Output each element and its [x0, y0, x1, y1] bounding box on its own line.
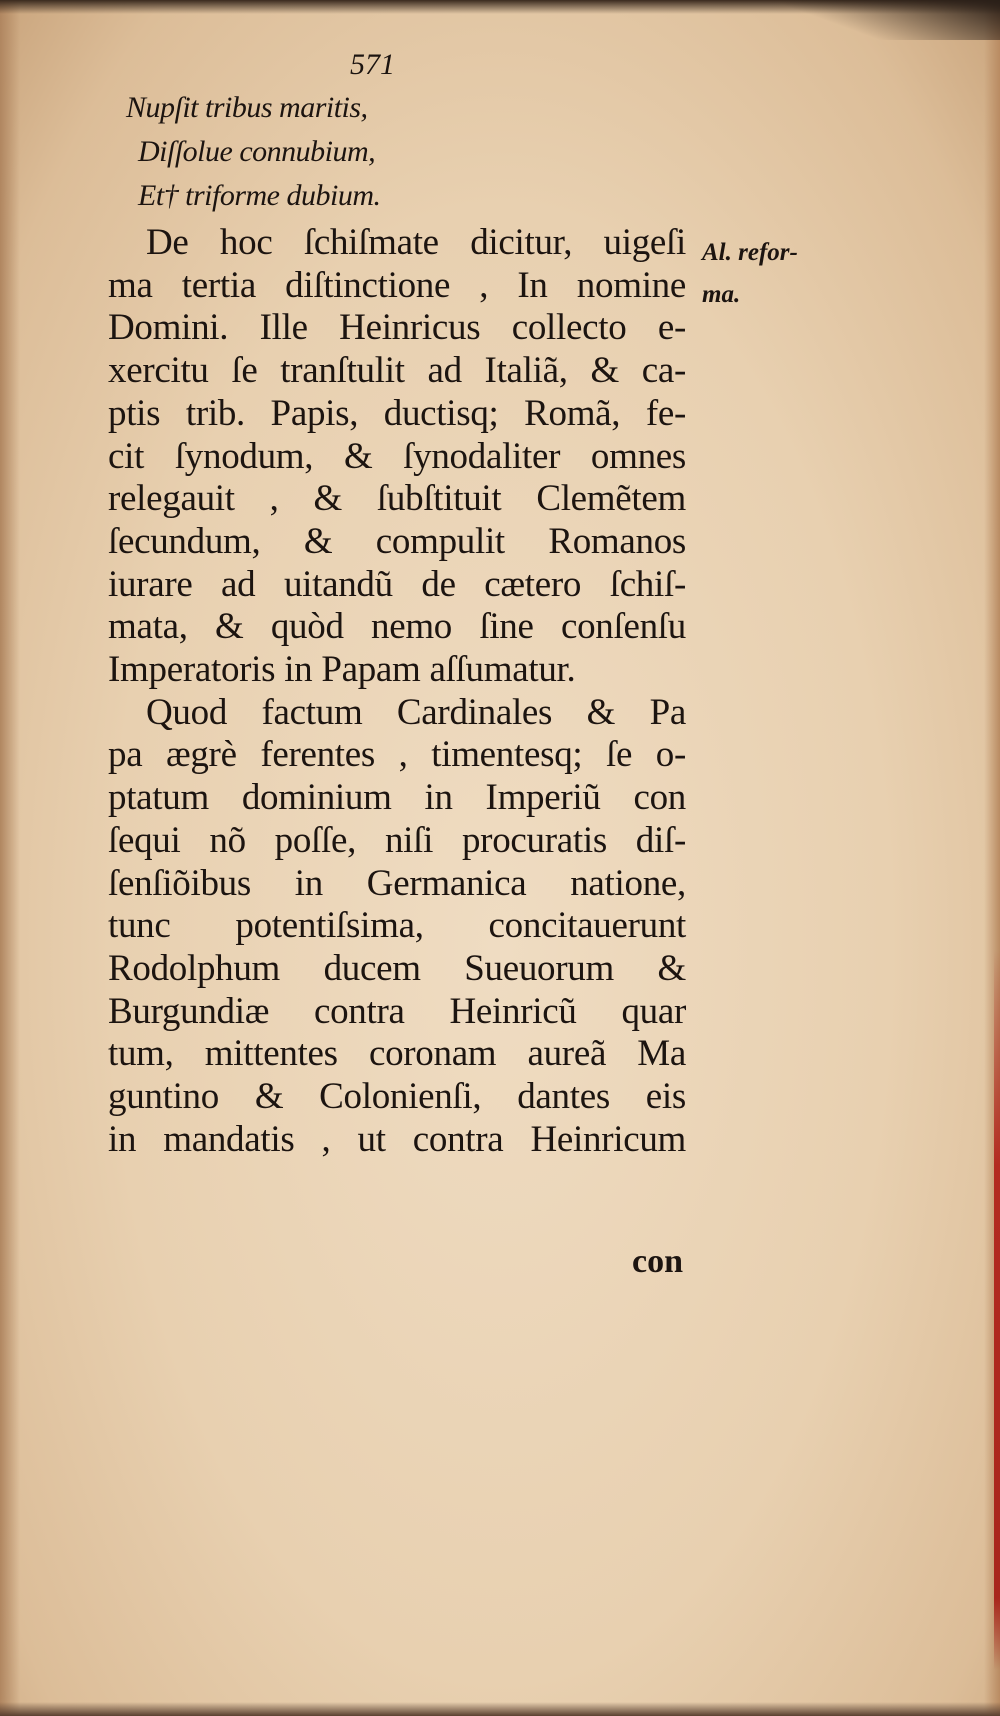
text-line: Burgundiæ contra Heinricũ quar	[108, 990, 686, 1032]
text-line: tunc potentiſsima, concitauerunt	[108, 905, 686, 947]
text-line: ma tertia diſtinctione , In nomine	[108, 264, 686, 306]
text-line: relegauit , & ſubſtituit Clemẽtem	[108, 478, 686, 520]
margin-note-line: ma.	[702, 281, 741, 308]
text-line: tum, mittentes coronam aureã Ma	[108, 1033, 686, 1075]
margin-note	[702, 232, 798, 316]
text-line: mata, & quòd nemo ſine conſenſu	[108, 606, 686, 648]
text-line: ſenſiõibus in Germanica natione,	[108, 862, 686, 904]
text-line: De hoc ſchiſmate dicitur, uigeſi	[146, 222, 686, 263]
text-line: ptis trib. Papis, ductisq; Romã, fe-	[108, 392, 686, 434]
text-line: ptatum dominium in Imperiũ con	[108, 777, 686, 819]
red-page-edge	[994, 950, 1000, 1670]
text-line: iurare ad uitandũ de cætero ſchiſ-	[108, 563, 686, 605]
text-line: Imperatoris in Papam aſſumatur.	[108, 649, 576, 691]
page-number: 571	[350, 48, 395, 81]
text-line: pa ægrè ferentes , timentesq; ſe o-	[108, 734, 686, 776]
text-line: guntino & Colonienſi, dantes eis	[108, 1076, 686, 1118]
text-line: Quod factum Cardinales & Pa	[146, 691, 686, 733]
verse-line: Diſſolue connubium,	[138, 135, 376, 168]
text-line: in mandatis , ut contra Heinricum	[108, 1118, 686, 1160]
page-corner-shadow	[780, 0, 1000, 40]
catchword: con	[632, 1243, 683, 1280]
verse-line: Et† triforme dubium.	[138, 179, 381, 212]
verse-line: Nupſit tribus maritis,	[126, 91, 368, 124]
text-line: ſequi nõ poſſe, niſi procuratis diſ-	[108, 819, 686, 861]
page-bottom-edge-shadow	[0, 1702, 1000, 1716]
text-line: Rodolphum ducem Sueuorum &	[108, 947, 686, 989]
page-left-edge-shadow	[0, 0, 20, 1716]
text-line: Domini. Ille Heinricus collecto e-	[108, 307, 686, 349]
text-line: xercitu ſe tranſtulit ad Italiã, & ca-	[108, 350, 686, 392]
verse-block	[126, 86, 381, 218]
text-line: cit ſynodum, & ſynodaliter omnes	[108, 435, 686, 477]
text-line: ſecundum, & compulit Romanos	[108, 520, 686, 562]
margin-note-line: Al. refor-	[702, 239, 798, 266]
body-text	[108, 222, 686, 1161]
